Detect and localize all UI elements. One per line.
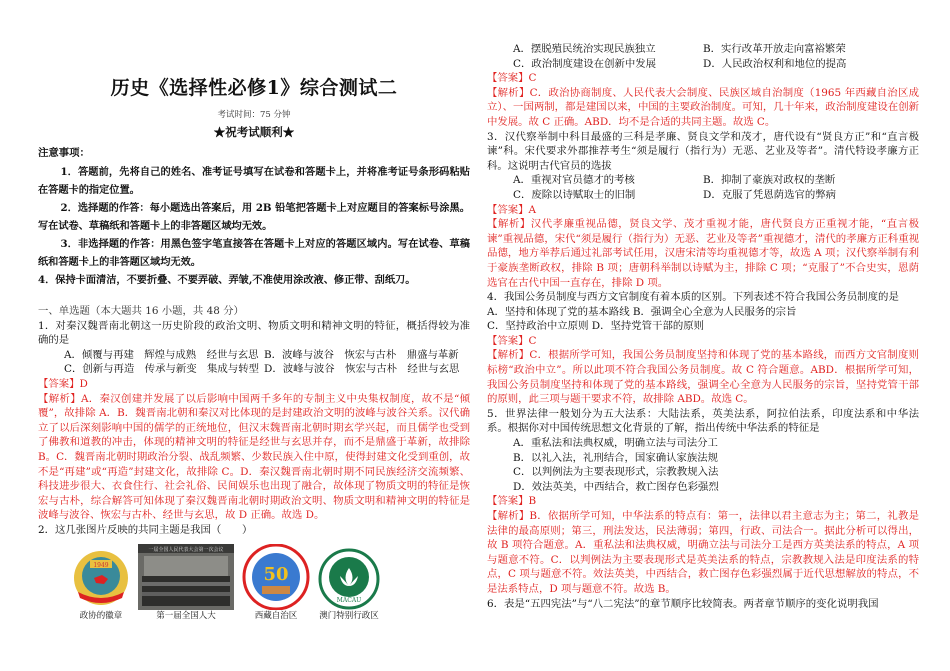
figure-npc <box>138 544 234 622</box>
question-3 <box>487 130 919 291</box>
image-row <box>38 544 470 622</box>
answer: 【答案】A <box>487 203 537 216</box>
option-cd: C．坚持政治中立原则 D．坚持党管干部的原则 <box>487 320 705 333</box>
option-d: D．效法英美，中西结合，救亡图存色彩强烈 <box>513 480 719 493</box>
option-c: C．废除以诗赋取士的旧制 <box>513 188 636 201</box>
option-d: D．人民政治权利和地位的提高 <box>703 57 847 70</box>
option-a: A．摆脱殖民统治实现民族独立 <box>513 43 656 55</box>
option-c: C．创新与再造 传承与新变 集成与转型 <box>64 363 259 376</box>
question-stem: 6．表是“五四宪法”与“八二宪法”的章节顺序比较简表。两者章节顺序的变化说明我国 <box>487 597 879 610</box>
option-b: B．以礼入法，礼刑结合，国家确认家族法规 <box>513 451 719 464</box>
figure-caption: 澳门特别行政区 <box>319 610 379 621</box>
note-item: 4．保持卡面清洁，不要折叠、不要弄破、弄皱,不准使用涂改液、修正带、刮纸刀。 <box>38 274 416 286</box>
option-b: B．波峰与波谷 恢宏与古朴 鼎盛与革新 <box>264 348 459 361</box>
analysis: 【解析】汉代孝廉重视品德，贤良文学、茂才重视才能，唐代贤良方正重视才能，“直言极谏”重视品德，宋代“须是履行（指行为）无恶、艺业及等者”重视德才，清代的孝廉方正科重视品德，地方举荐后通过礼部考试任用，汉唐宋清等均重视德才等，故选 A 项；汉代察举制有利于豪族垄断政权，排除 B 项；唐朝科举制以诗赋为主，排除 C 项；“克服了”不合史实，恩荫选官在古代中国一直存在，排除 D 项。 <box>487 218 919 289</box>
question-stem: 3．汉代察举制中科目最盛的三科是孝廉、贤良文学和茂才，唐代设有“贤良方正”和“直言极谏”科。宋代要求外郡推荐考生“须是履行（指行为）无恶、艺业及等者”。清代特设孝廉方正科。这说明古代官员的选拔 <box>487 130 919 172</box>
exam-time: 考试时间：75 分钟 <box>217 110 291 120</box>
figure-tibet <box>242 544 310 622</box>
analysis: 【解析】C．政治协商制度、人民代表大会制度、民族区域自治制度（1965 年西藏自治区成立）、一国两制，都是建国以来，中国的主要政治制度。可知，几十年来，政治制度建设在创新中发展。故 C 正确。ABD．均不是合适的共同主题。故选 C。 <box>487 86 919 128</box>
emblem-year: 1949 <box>93 561 109 569</box>
answer: 【答案】C <box>487 72 537 85</box>
emblem-number: 50 <box>263 563 289 585</box>
answer: 【答案】B <box>487 495 537 508</box>
option-ab: A．坚持和体现了党的基本路线 B．强调全心全意为人民服务的宗旨 <box>487 305 797 318</box>
question-5 <box>487 407 919 597</box>
figure-caption: 政协的徽章 <box>79 610 123 621</box>
photo-banner: 一届全国人民代表大会第一次会议 <box>148 546 224 553</box>
question-stem: 4．我国公务员制度与西方文官制度有着本质的区别。下列表述不符合我国公务员制度的是 <box>487 291 899 304</box>
tibet-emblem-image <box>242 544 310 610</box>
option-a: A．重私法和法典权威，明确立法与司法分工 <box>513 437 718 450</box>
analysis: 【解析】B．依据所学可知，中华法系的特点有：第一，法律以君主意志为主；第二，礼教是法律的最高原则；第三，刑法发达，民法薄弱；第四，行政、司法合一。据此分析可以得出，故 B 项符合题意。A．重私法和法典权威，明确立法与司法分工是西方英美法系的特点，A 项与题意不符。C．以判例法为主要表现形式是英美法系的特点，宗教教规入法是印度法系的特点，C 项与题意不符。效法英美，中西结合，救亡图存色彩强烈属于近代思想解放的特点，不是法系特点，D 项与题意不符。故选 B。 <box>487 510 919 595</box>
question-2-rest <box>487 42 919 130</box>
figure-caption: 第一届全国人大 <box>156 610 216 621</box>
option-a: A．重视对官员德才的考核 <box>513 174 635 187</box>
figure-caption: 西藏自治区 <box>254 610 298 621</box>
note-item: 1．答题前，先将自己的姓名、准考证号填写在试卷和答题卡上，并将准考证号条形码粘贴在答题卡的指定位置。 <box>38 166 470 196</box>
analysis: 【解析】C．根据所学可知，我国公务员制度坚持和体现了党的基本路线，而西方文官制度则标榜“政治中立”。所以此项不符合我国公务员制度。故 C 符合题意。ABD．根据所学可知，我国公务员制度坚持和体现了党的基本路线，强调全心全意为人民服务的宗旨，坚持党管干部的原则，此三项与题干要求不符，故排除 ABD。故选 C。 <box>487 349 919 406</box>
option-c: C．政治制度建设在创新中发展 <box>513 57 657 70</box>
emblem-label: MACAU <box>336 596 362 604</box>
note-item: 2．选择题的作答：每小题选出答案后，用 2B 铅笔把答题卡上对应题目的答案标号涂黑。写在试卷、草稿纸和答题卡上的非答题区域均无效。 <box>38 202 470 232</box>
question-6 <box>487 597 919 612</box>
answer: 【答案】D <box>38 377 88 390</box>
cppcc-emblem-image <box>72 548 130 610</box>
section-heading: 一、单选题（本大题共 16 小题，共 48 分） <box>38 305 244 317</box>
option-a: A．倾覆与再建 辉煌与成熟 经世与玄思 <box>64 348 259 361</box>
notes-heading: 注意事项： <box>38 147 90 159</box>
npc-photo-image <box>138 544 234 610</box>
question-1 <box>38 319 470 523</box>
option-b: B．抑制了豪族对政权的垄断 <box>703 174 836 187</box>
figure-cppcc <box>72 548 130 622</box>
question-stem: 5．世界法律一般划分为五大法系：大陆法系，英美法系，阿拉伯法系，印度法系和中华法系。根据你对中国传统思想文化背景的了解，指出传统中华法系的特征是 <box>487 407 919 435</box>
question-4 <box>487 290 919 407</box>
question-2-stem-block <box>38 523 470 622</box>
option-b: B．实行改革开放走向富裕繁荣 <box>703 43 846 55</box>
right-column <box>487 42 919 611</box>
option-c: C．以判例法为主要表现形式，宗教教规入法 <box>513 466 719 479</box>
figure-macau <box>318 548 380 622</box>
question-stem: 1．对秦汉魏晋南北朝这一历史阶段的政治文明、物质文明和精神文明的特征，概括得较为准确的是 <box>38 319 470 347</box>
option-d: D．克服了凭恩荫选官的弊病 <box>703 188 837 201</box>
analysis: 【解析】A．秦汉创建并发展了以后影响中国两千多年的专制主义中央集权制度，故不是“倾覆”，故排除 A．B．魏晋南北朝和秦汉对比体现的是封建政治文明的波峰与波谷关系。汉代确立了以后深刻影响中国的儒学的正统地位，但汉末魏晋南北朝时期玄学兴起，而且儒学也受到了佛教和道教的冲击，体现的精神文明的特征是经世与玄思并存，而不是鼎盛于革新，故排除 B。C．魏晋南北朝时期政治分裂、战乱频繁、少数民族入住中原，使得封建文化受到重创，故不是“再建”或“再造”封建文化，故排除 C。D．秦汉魏晋南北朝时期不同民族经济交流频繁、科技进步很大、衣食住行、社会礼俗、民间娱乐也出现了融合，故体现了物质文明的特征是恢宏与古朴，综合解答可知体现了秦汉魏晋南北朝时期政治文明、物质文明和精神文明的特征是波峰与波谷、恢宏与古朴、经世与玄思，故 D 正确。故选 D。 <box>38 392 470 522</box>
question-stem: 2．这几张图片反映的共同主题是我国（ ） <box>38 523 253 536</box>
option-d: D．波峰与波谷 恢宏与古朴 经世与玄思 <box>264 363 460 376</box>
wish-line: ★祝考试顺利★ <box>213 125 295 139</box>
left-column <box>38 72 470 622</box>
page-title: 历史《选择性必修1》综合测试二 <box>110 77 398 99</box>
macau-emblem-image <box>318 548 380 610</box>
answer: 【答案】C <box>487 334 537 347</box>
note-item: 3．非选择题的作答：用黑色签字笔直接答在答题卡上对应的答题区域内。写在试卷、草稿纸和答题卡上的非答题区域均无效。 <box>38 238 470 268</box>
